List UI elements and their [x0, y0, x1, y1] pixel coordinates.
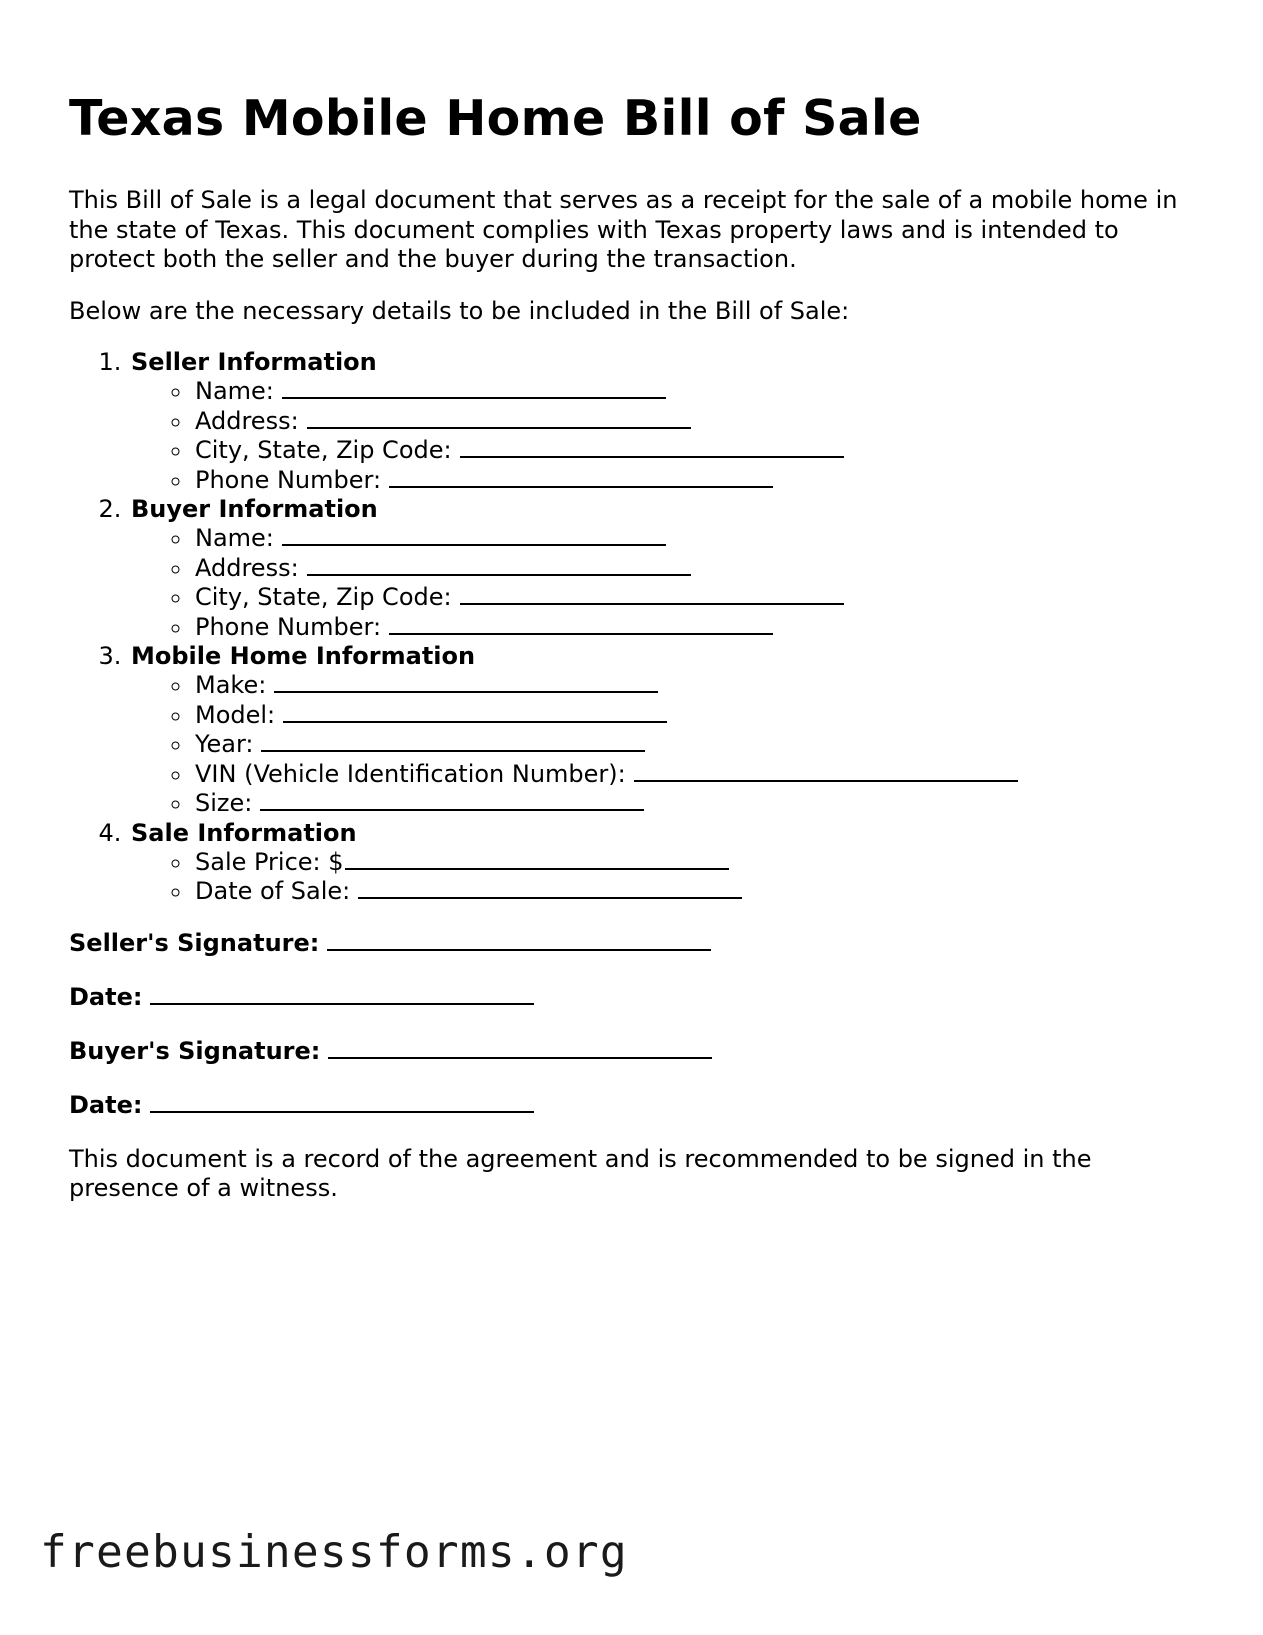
field-size	[193, 789, 1199, 818]
blank-line[interactable]	[307, 408, 691, 429]
field-label: Year:	[195, 730, 254, 759]
field-label: Sale Price: $	[195, 847, 344, 876]
field-label: Name:	[195, 377, 274, 406]
sections-list	[69, 348, 1199, 907]
section-heading: Mobile Home Information	[131, 642, 476, 671]
field-seller-address	[193, 407, 1199, 436]
buyer-signature-line	[69, 1037, 1199, 1067]
field-label: Name:	[195, 524, 274, 553]
blank-line[interactable]	[283, 702, 667, 723]
seller-date-line	[69, 983, 1199, 1013]
section-heading: Buyer Information	[131, 495, 378, 524]
blank-line[interactable]	[150, 984, 534, 1005]
sale-fields	[131, 848, 1199, 907]
document-title: Texas Mobile Home Bill of Sale	[69, 90, 922, 147]
field-model	[193, 701, 1199, 730]
field-buyer-name	[193, 524, 1199, 553]
blank-line[interactable]	[274, 672, 658, 693]
signature-label: Buyer's Signature:	[69, 1036, 321, 1065]
section-seller	[129, 348, 1199, 495]
blank-line[interactable]	[261, 731, 645, 752]
field-label: Make:	[195, 671, 267, 700]
field-label: City, State, Zip Code:	[195, 436, 452, 465]
field-buyer-phone	[193, 613, 1199, 642]
mobile-home-fields	[131, 671, 1199, 818]
field-vin	[193, 760, 1199, 789]
blank-line[interactable]	[389, 467, 773, 488]
blank-line[interactable]	[389, 614, 773, 635]
field-label: Model:	[195, 700, 276, 729]
blank-line[interactable]	[307, 555, 691, 576]
blank-line[interactable]	[634, 761, 1018, 782]
blank-line[interactable]	[460, 584, 844, 605]
section-heading: Seller Information	[131, 348, 377, 376]
field-label: Size:	[195, 789, 253, 818]
signature-label: Date:	[69, 1090, 143, 1119]
field-date-of-sale	[193, 877, 1199, 906]
field-label: VIN (Vehicle Identification Number):	[195, 759, 626, 788]
blank-line[interactable]	[327, 930, 711, 951]
signature-label: Seller's Signature:	[69, 928, 320, 957]
section-sale	[129, 819, 1199, 907]
section-mobile-home	[129, 642, 1199, 818]
closing-note: This document is a record of the agreement and is recommended to be signed in the presence of a witness.	[69, 1144, 1092, 1203]
field-label: Phone Number:	[195, 612, 382, 641]
blank-line[interactable]	[260, 790, 644, 811]
seller-fields	[131, 377, 1199, 495]
document-page	[69, 88, 1199, 1204]
field-seller-city-state-zip	[193, 436, 1199, 465]
field-seller-name	[193, 377, 1199, 406]
blank-line[interactable]	[328, 1038, 712, 1059]
field-sale-price	[193, 848, 1199, 877]
buyer-date-line	[69, 1091, 1199, 1121]
section-heading: Sale Information	[131, 818, 357, 847]
section-buyer	[129, 495, 1199, 642]
blank-line[interactable]	[282, 525, 666, 546]
field-buyer-address	[193, 554, 1199, 583]
blank-line[interactable]	[345, 849, 729, 870]
field-year	[193, 730, 1199, 759]
field-seller-phone	[193, 466, 1199, 495]
signature-label: Date:	[69, 982, 143, 1011]
blank-line[interactable]	[460, 437, 844, 458]
field-buyer-city-state-zip	[193, 583, 1199, 612]
intro-paragraph: This Bill of Sale is a legal document that serves as a receipt for the sale of a mobile home in the state of Texas. This document complies with Texas property laws and is intended to protect both the seller and the buyer during the transaction.	[69, 186, 1178, 273]
buyer-fields	[131, 524, 1199, 642]
blank-line[interactable]	[150, 1092, 534, 1113]
field-make	[193, 671, 1199, 700]
field-label: Date of Sale:	[195, 877, 351, 906]
blank-line[interactable]	[358, 878, 742, 899]
lead-in-paragraph: Below are the necessary details to be included in the Bill of Sale:	[69, 296, 850, 325]
field-label: Address:	[195, 406, 299, 435]
seller-signature-line	[69, 929, 1199, 959]
watermark: freebusinessforms.org	[40, 1527, 628, 1578]
field-label: Phone Number:	[195, 465, 382, 494]
blank-line[interactable]	[282, 378, 666, 399]
field-label: City, State, Zip Code:	[195, 583, 452, 612]
field-label: Address:	[195, 553, 299, 582]
